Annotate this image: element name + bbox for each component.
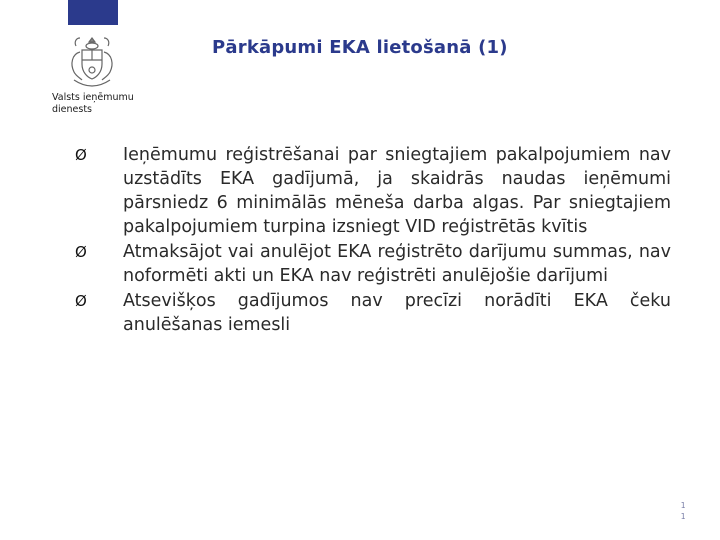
arrow-bullet-icon: Ø (75, 243, 87, 261)
list-item (75, 289, 671, 337)
logo-text-line2: dienests (52, 104, 93, 115)
list-item-text: Atsevišķos gadījumos nav precīzi norādīti EKA čeku anulēšanas iemesli (123, 291, 671, 335)
list-item (75, 143, 671, 239)
logo-text (52, 92, 142, 116)
vid-logo (52, 34, 132, 118)
page-number-line2: 1 (680, 512, 686, 521)
arrow-bullet-icon: Ø (75, 292, 87, 310)
list-item-text: Atmaksājot vai anulējot EKA reģistrēto darījumu summas, nav noformēti akti un EKA nav reģistrēti anulējošie darījumi (123, 242, 671, 286)
bullet-list (75, 143, 671, 338)
logo-text-line1: Valsts ieņēmumu (52, 92, 134, 103)
arrow-bullet-icon: Ø (75, 146, 87, 164)
page-title: Pārkāpumi EKA lietošanā (1) (212, 37, 508, 58)
list-item-text: Ieņēmumu reģistrēšanai par sniegtajiem pakalpojumiem nav uzstādīts EKA gadījumā, ja skaidrās naudas ieņēmumi pārsniedz 6 minimālās mēneša darba algas. Par sniegtajiem pakalpojumiem turpina izsniegt VID reģistrētās kvītis (123, 145, 671, 237)
page-number (678, 500, 688, 522)
top-accent-bar (68, 0, 118, 25)
coat-of-arms-icon (64, 34, 120, 90)
list-item (75, 240, 671, 288)
page-number-line1: 1 (680, 501, 686, 510)
